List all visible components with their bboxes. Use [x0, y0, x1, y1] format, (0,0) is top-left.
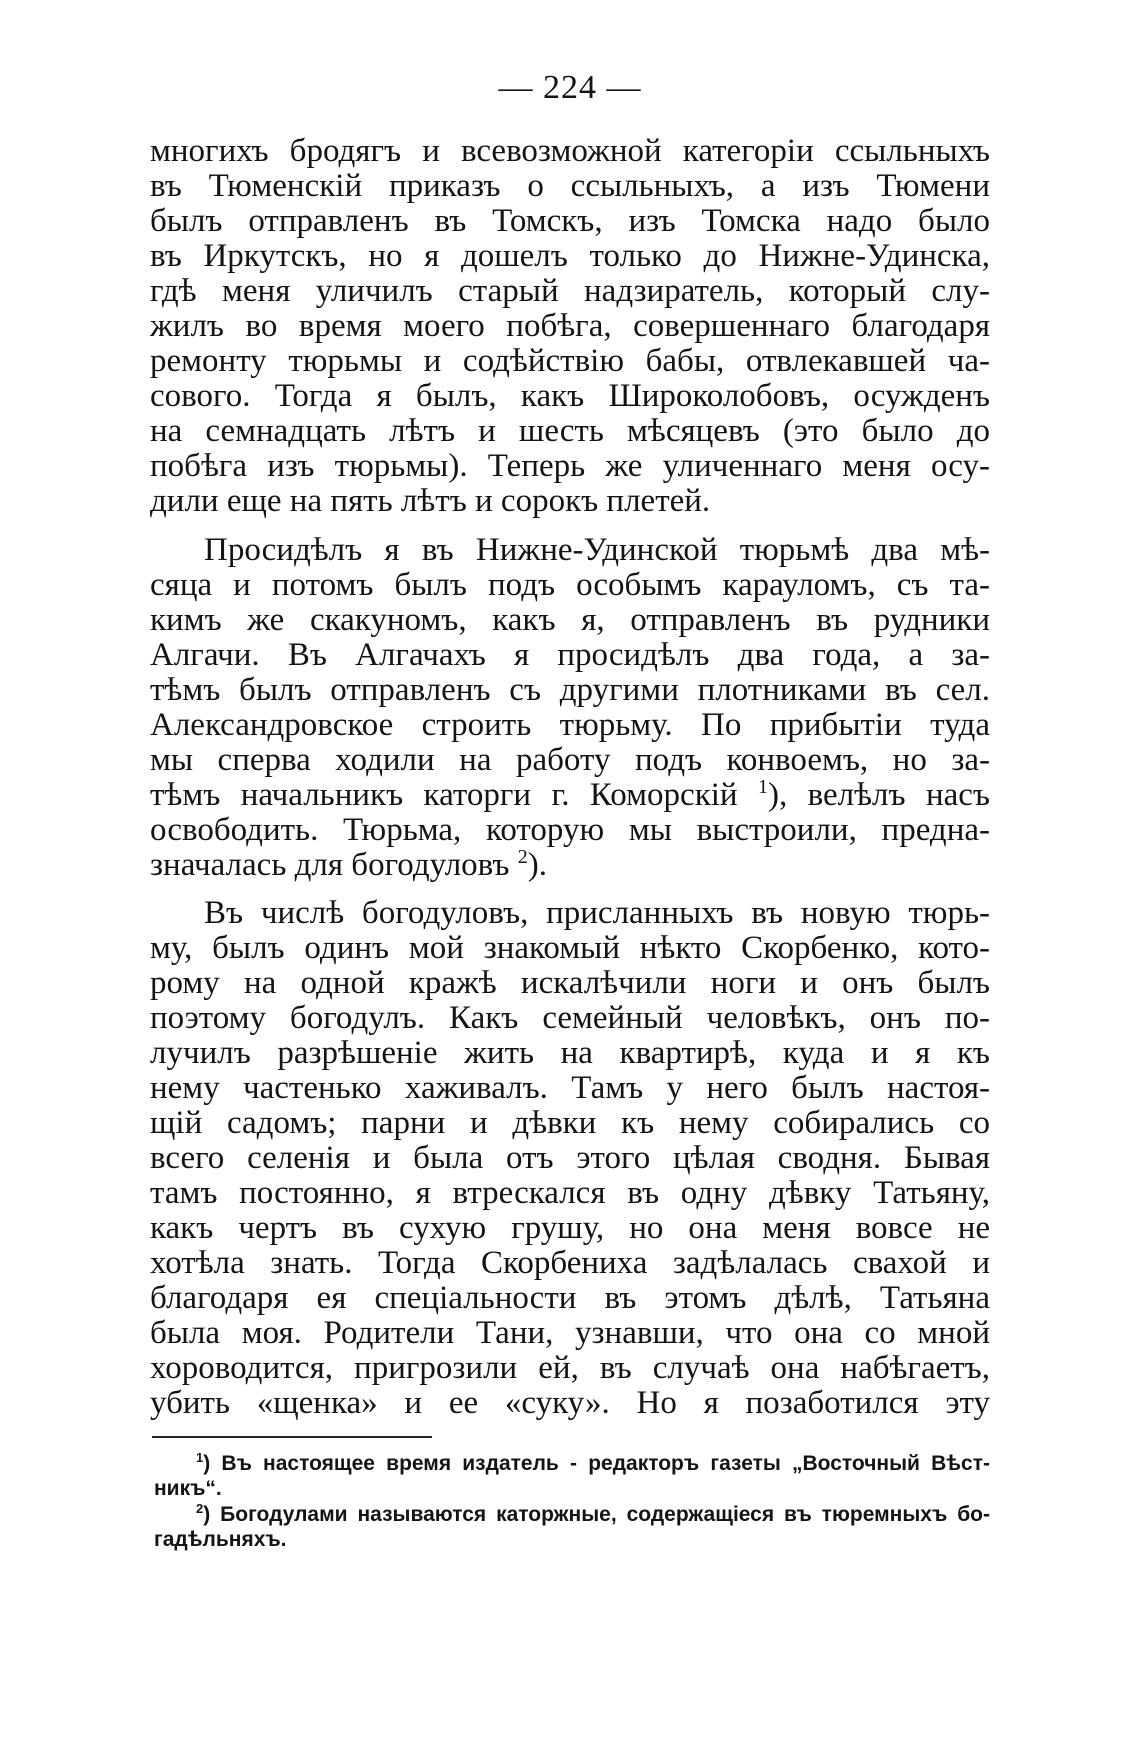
line-text: тѣмъ начальникъ каторги г. Коморскій [150, 777, 738, 813]
text-line: хотѣла знать. Тогда Скорбениха задѣлалась свахой и [150, 1245, 990, 1281]
text-line-with-footnote-ref [150, 777, 990, 813]
text-line: многихъ бродягъ и всевозможной категоріи ссыльныхъ [150, 133, 990, 169]
text-line: какъ чертъ въ сухую грушу, но она меня вовсе не [150, 1210, 990, 1246]
text-line: Александровское строить тюрьму. По прибытіи туда [150, 707, 990, 743]
text-line: освободить. Тюрьма, которую мы выстроили, предна- [150, 812, 990, 848]
text-line: былъ отправленъ въ Томскъ, изъ Томска надо было [150, 203, 990, 239]
text-line: побѣга изъ тюрьмы). Теперь же уличеннаго меня осу- [150, 448, 990, 484]
footnote-2 [196, 1502, 990, 1528]
text-line: убить «щенка» и ее «суку». Но я позаботился эту [150, 1385, 990, 1421]
footnote-1-cont: никъ“. [154, 1477, 222, 1500]
footnote-mark: 2 [196, 1502, 204, 1516]
line-text: значалась для богодуловъ [150, 847, 510, 883]
text-line: гдѣ меня уличилъ старый надзиратель, который слу- [150, 273, 990, 309]
text-line: щій садомъ; парни и дѣвки къ нему собирались со [150, 1105, 990, 1141]
text-line: была моя. Родители Тани, узнавши, что она со мной [150, 1315, 990, 1351]
text-line: въ Иркутскъ, но я дошелъ только до Нижне-Удинска, [150, 238, 990, 274]
text-line: Алгачи. Въ Алгачахъ я просидѣлъ два года, а за- [150, 637, 990, 673]
text-line: сяца и потомъ былъ подъ особымъ карауломъ, съ та- [150, 567, 990, 603]
page-number: — 224 — [498, 69, 642, 106]
text-line: хороводится, пригрозили ей, въ случаѣ она набѣгаетъ, [150, 1350, 990, 1386]
line-text: ). [527, 847, 547, 883]
text-line: нему частенько хаживалъ. Тамъ у него былъ настоя- [150, 1070, 990, 1106]
text-line: всего селенія и была отъ этого цѣлая сводня. Бывая [150, 1140, 990, 1176]
text-line: жилъ во время моего побѣга, совершеннаго благодаря [150, 308, 990, 344]
text-line: дили еще на пять лѣтъ и сорокъ плетей. [150, 483, 711, 519]
text-line: благодаря ея спеціальности въ этомъ дѣлѣ, Татьяна [150, 1280, 990, 1316]
footnote-text: ) Богодулами называются каторжные, содержащіеся въ тюремныхъ бо- [203, 1503, 990, 1526]
text-line: ремонту тюрьмы и содѣйствію бабы, отвлекавшей ча- [150, 343, 990, 379]
text-line: тамъ постоянно, я втрескался въ одну дѣвку Татьяну, [150, 1175, 990, 1211]
text-line: мы сперва ходили на работу подъ конвоемъ, но за- [150, 742, 990, 778]
text-line: Въ числѣ богодуловъ, присланныхъ въ новую тюрь- [204, 895, 990, 931]
text-line: му, былъ одинъ мой знакомый нѣкто Скорбенко, кото- [150, 930, 990, 966]
text-line: лучилъ разрѣшеніе жить на квартирѣ, куда и я къ [150, 1035, 990, 1071]
text-line: сового. Тогда я былъ, какъ Широколобовъ, осужденъ [150, 378, 990, 414]
text-line: рому на одной кражѣ искалѣчили ноги и онъ былъ [150, 965, 990, 1001]
text-line: кимъ же скакуномъ, какъ я, отправленъ въ рудники [150, 602, 990, 638]
footnote-mark: 1 [196, 1451, 204, 1465]
footnote-ref-1[interactable]: 1 [757, 777, 768, 798]
text-line: поэтому богодулъ. Какъ семейный человѣкъ, онъ по- [150, 1000, 990, 1036]
footnote-divider [152, 1436, 432, 1438]
line-text: ), велѣлъ насъ [767, 777, 990, 813]
footnote-text: ) Въ настоящее время издатель - редакторъ газеты „Восточный Вѣст- [203, 1452, 990, 1475]
text-line: въ Тюменскій приказъ о ссыльныхъ, а изъ Тюмени [150, 168, 990, 204]
footnote-1 [196, 1451, 990, 1477]
text-line: тѣмъ былъ отправленъ съ другими плотниками въ сел. [150, 672, 990, 708]
text-line: на семнадцать лѣтъ и шесть мѣсяцевъ (это было до [150, 413, 990, 449]
footnote-ref-2[interactable]: 2 [517, 847, 528, 868]
text-line-with-footnote-ref [150, 847, 990, 883]
text-line: Просидѣлъ я въ Нижне-Удинской тюрьмѣ два мѣ- [204, 532, 990, 568]
footnote-2-cont: гадѣльняхъ. [154, 1528, 287, 1551]
